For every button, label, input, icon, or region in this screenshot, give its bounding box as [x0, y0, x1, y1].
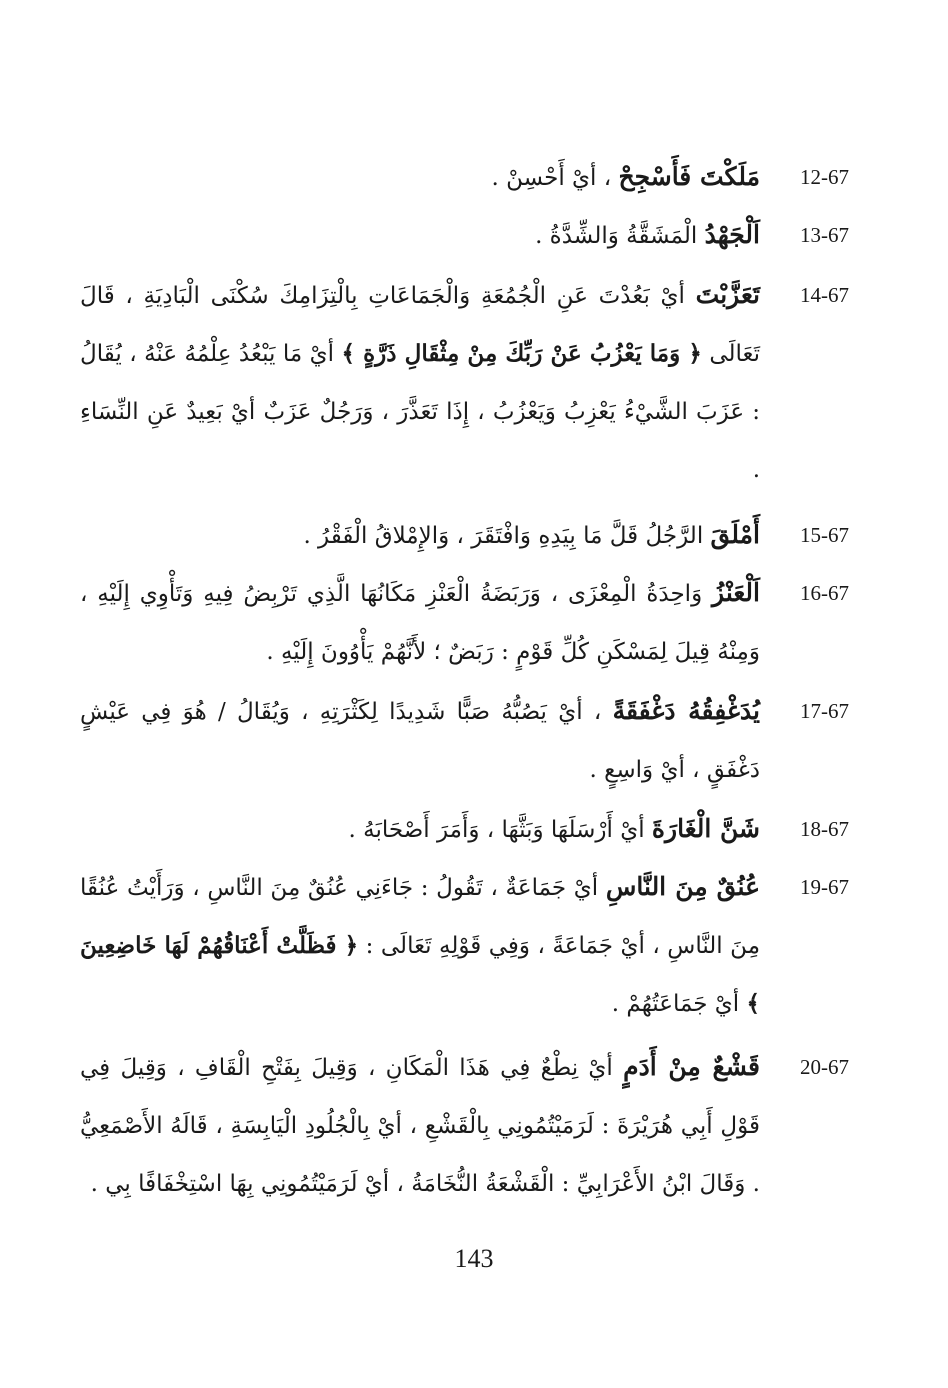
entry-number: 12-67	[800, 165, 849, 189]
page-number: 143	[454, 1244, 494, 1273]
entry-term: يُدَغْفِقُهُ دَغْفَقَةً	[612, 696, 760, 725]
entry-number: 15-67	[800, 523, 849, 547]
entry-text	[80, 682, 760, 799]
entry-17-67	[80, 682, 880, 798]
entry-definition-continued: أيْ مَا يَبْعُدُ عِلْمُهُ عَنْهُ ، يُقَالُ : عَزَبَ الشَّيْءُ يَعْزِبُ وَيَعْزُبُ ، إِذَا تَعَذَّرَ ، وَرَجُلٌ عَزَبٌ أيْ بَعِيدٌ عَنِ النِّسَاءِ .	[80, 341, 760, 483]
entry-definition: وَاحِدَةُ الْمِعْزَى ، وَرَبَضَةُ الْعَنْزِ مَكَانُهَا الَّذِي تَرْبِضُ فِيهِ وَتَأْوِي إِلَيْهِ ، وَمِنْهُ قِيلَ لِمَسْكَنِ كُلِّ قَوْمٍ : رَبَضٌ ؛ لأَنَّهُمْ يَأْوُونَ إِلَيْهِ .	[80, 581, 760, 665]
entry-number: 19-67	[800, 875, 849, 899]
entry-number: 18-67	[800, 817, 849, 841]
entry-text	[80, 858, 760, 1033]
entry-13-67	[80, 206, 880, 264]
entry-definition: الْمَشَقَّةُ وَالشِّدَّةُ .	[535, 223, 698, 249]
entry-number: 16-67	[800, 581, 849, 605]
entry-term: قَشْعٌ مِنْ أَدَمٍ	[623, 1052, 760, 1081]
entry-term: مَلَكْتَ فَأَسْجِحْ	[618, 162, 760, 191]
entry-20-67	[80, 1038, 880, 1214]
entry-text	[80, 800, 760, 859]
entry-definition: ، أيْ يَصُبُّهُ صَبًّا شَدِيدًا لِكَثْرَتِهِ ، وَيُقَالُ / هُوَ فِي عَيْشٍ دَغْفَقٍ ، أيْ وَاسِعٍ .	[80, 699, 760, 783]
entry-term: عُنُقٌ مِنَ النَّاسِ	[605, 872, 760, 901]
entry-term: اَلْعَنْزُ	[712, 578, 760, 607]
entry-15-67	[80, 506, 880, 564]
entry-text	[80, 506, 760, 565]
entry-16-67	[80, 564, 880, 680]
entry-definition: الرَّجُلُ قَلَّ مَا بِيَدِهِ وَافْتَقَرَ ، وَالإِمْلاقُ الْفَقْرُ .	[303, 523, 704, 549]
entry-number: 20-67	[800, 1055, 849, 1079]
entry-text	[80, 148, 760, 207]
entry-text	[80, 1038, 760, 1213]
entry-definition-continued: أيْ جَمَاعَتُهُمْ .	[611, 991, 740, 1017]
entry-term: اَلْجَهْدُ	[704, 220, 760, 249]
entry-number: 13-67	[800, 223, 849, 247]
quran-quote: ﴿ فَظَلَّتْ أَعْنَاقُهُمْ لَهَا خَاضِعِينَ ﴾	[80, 932, 760, 1017]
entry-definition: أيْ جَمَاعَةٌ ، تَقُولُ : جَاءَنِي عُنُقٌ مِنَ النَّاسِ ، وَرَأَيْتُ عُنُقًا مِنَ النَّاسِ ، أيْ جَمَاعَةً ، وَفِي قَوْلِهِ تَعَالَى :	[80, 875, 761, 959]
entry-12-67	[80, 148, 880, 206]
entry-definition: أيْ بَعُدْتَ عَنِ الْجُمُعَةِ وَالْجَمَاعَاتِ بِالْتِزَامِكَ سُكْنَى الْبَادِيَةِ ، قَالَ تَعَالَى	[80, 283, 760, 367]
entry-definition: أيْ نِطْعٌ فِي هَذَا الْمَكَانِ ، وَقِيلَ بِفَتْحِ الْقَافِ ، وَقِيلَ فِي قَوْلِ أَبِي هُرَيْرَةَ : لَرَمَيْتُمُونِي بِالْقَشْعِ ، أيْ بِالْجُلُودِ الْيَابِسَةِ ، قَالَهُ الأَصْمَعِيُّ . وَقَالَ ابْنُ الأَعْرَابِيِّ : الْقَشْعَةُ النُّخَامَةُ ، أيْ لَرَمَيْتُمُونِي بِهَا اسْتِخْفَافًا بِي .	[80, 1055, 760, 1197]
entry-14-67	[80, 266, 880, 498]
entry-definition: ، أيْ أَحْسِنْ .	[491, 165, 612, 191]
entry-term: شَنَّ الْغَارَةَ	[651, 814, 760, 843]
quran-quote: ﴿ وَمَا يَعْزُبُ عَنْ رَبِّكَ مِنْ مِثْقَالِ ذَرَّةٍ ﴾	[341, 340, 702, 367]
entry-term: أَمْلَقَ	[710, 520, 760, 549]
entry-text	[80, 266, 760, 499]
entry-19-67	[80, 858, 880, 1034]
entry-18-67	[80, 800, 880, 858]
entry-number: 14-67	[800, 283, 849, 307]
entry-text	[80, 206, 760, 265]
entry-number: 17-67	[800, 699, 849, 723]
entry-text	[80, 564, 760, 681]
entry-definition: أيْ أَرْسَلَهَا وَبَثَّهَا ، وَأَمَرَ أَصْحَابَهُ .	[348, 817, 645, 843]
entry-term: تَعَزَّبْتَ	[695, 280, 760, 309]
